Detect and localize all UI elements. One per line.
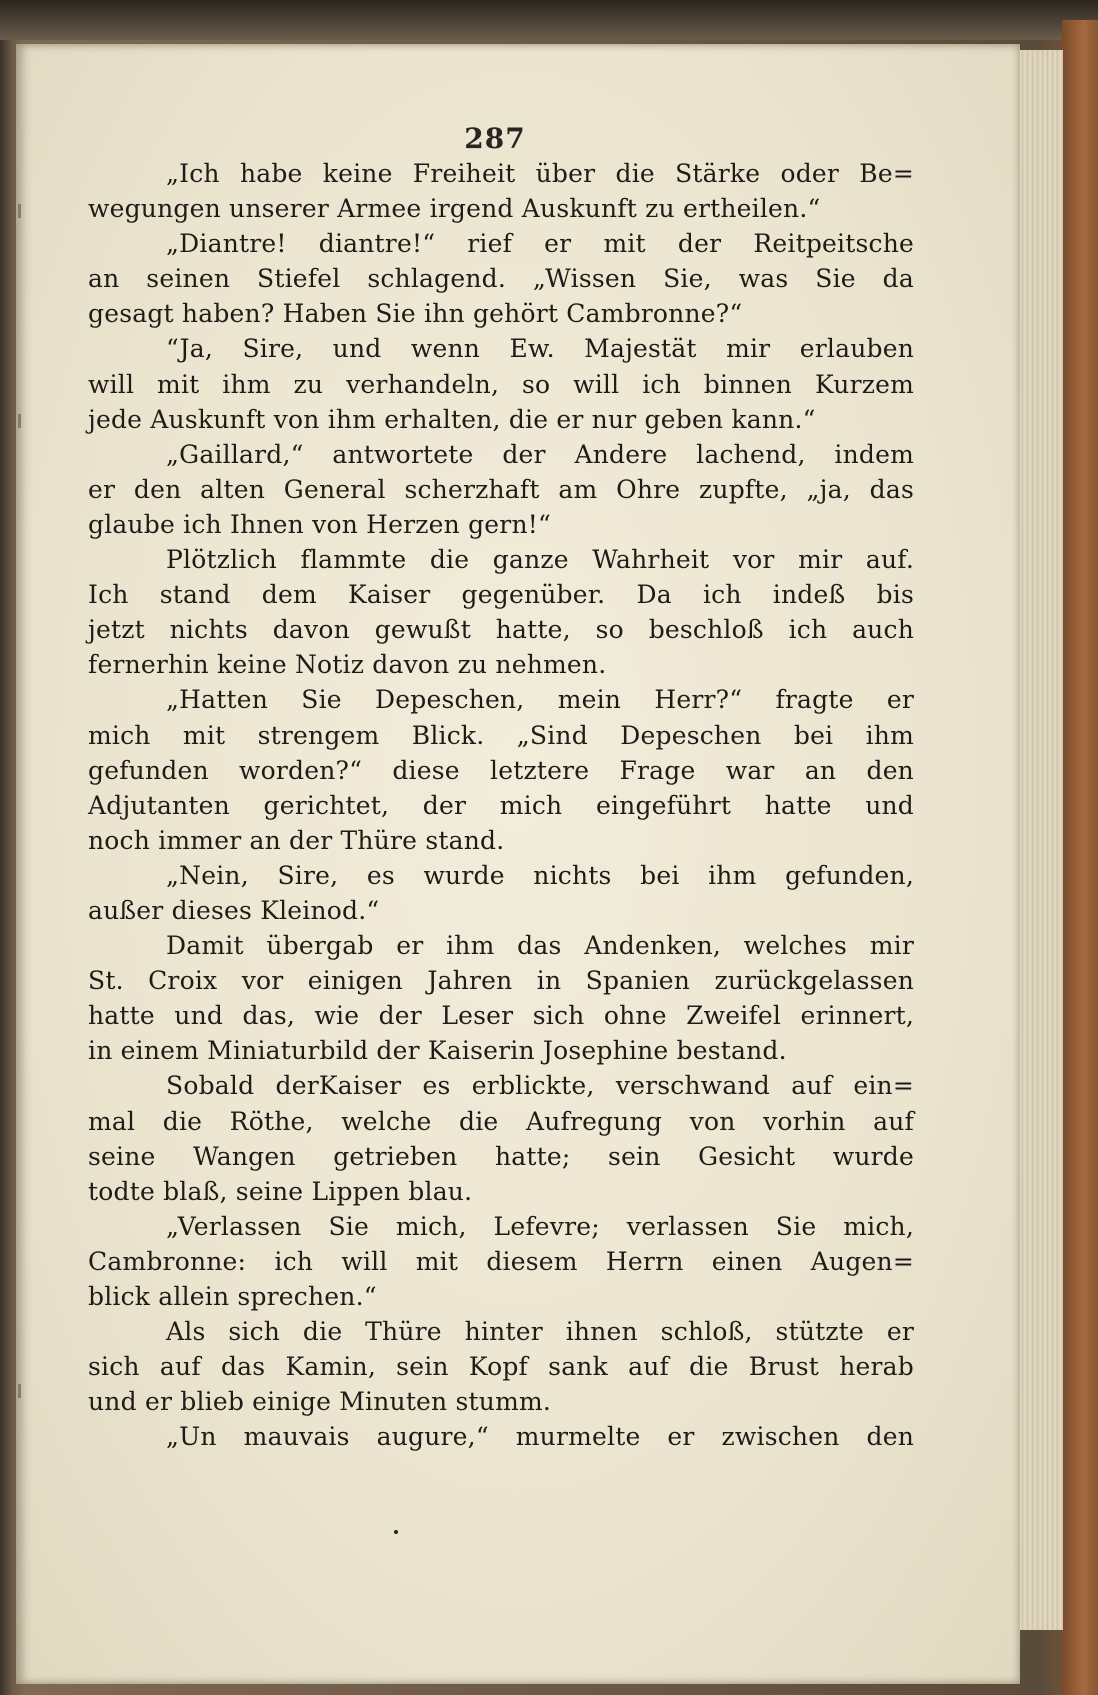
- text-line: Damit übergab er ihm das Andenken, welches mir: [166, 931, 914, 961]
- text-line: „Ich habe keine Freiheit über die Stärke oder Be=: [166, 159, 914, 188]
- text-line: Ich stand dem Kaiser gegenüber. Da ich indeß bis: [88, 580, 914, 610]
- text-line: hatte und das, wie der Leser sich ohne Zweifel erinnert,: [88, 1001, 914, 1031]
- text-line: „Un mauvais augure,“ murmelte er zwischen den: [166, 1422, 914, 1452]
- text-line: Plötzlich flammte die ganze Wahrheit vor mir auf.: [166, 545, 914, 575]
- text-line: sich auf das Kamin, sein Kopf sank auf die Brust herab: [88, 1352, 914, 1382]
- text-line: Sobald derKaiser es erblickte, verschwand auf ein=: [166, 1071, 914, 1101]
- text-line: St. Croix vor einigen Jahren in Spanien zurückgelassen: [88, 966, 914, 996]
- page-stack-edges: [1018, 50, 1063, 1630]
- text-line: außer dieses Kleinod.“: [88, 895, 380, 925]
- page-number: 287: [464, 122, 526, 155]
- text-line: Cambronne: ich will mit diesem Herrn einen Augen=: [88, 1246, 914, 1276]
- text-line: blick allein sprechen.“: [88, 1282, 377, 1311]
- text-line: „Hatten Sie Depeschen, mein Herr?“ fragte er: [166, 685, 914, 715]
- book-page: [16, 44, 1020, 1684]
- text-line: wegungen unserer Armee irgend Auskunft zu ertheilen.“: [88, 194, 821, 224]
- text-line: seine Wangen getrieben hatte; sein Gesicht wurde: [88, 1141, 914, 1171]
- text-line: fernerhin keine Notiz davon zu nehmen.: [88, 650, 607, 680]
- text-line: “Ja, Sire, und wenn Ew. Majestät mir erlauben: [166, 334, 914, 364]
- margin-marks: [18, 204, 28, 1504]
- book-cover-edge: [1062, 20, 1098, 1695]
- text-line: Als sich die Thüre hinter ihnen schloß, stützte er: [166, 1317, 914, 1347]
- ink-dot: [394, 1530, 398, 1534]
- text-line: jetzt nichts davon gewußt hatte, so beschloß ich auch: [88, 615, 914, 645]
- text-line: todte blaß, seine Lippen blau.: [88, 1176, 473, 1206]
- text-line: mich mit strengem Blick. „Sind Depeschen bei ihm: [88, 720, 914, 750]
- text-line: gesagt haben? Haben Sie ihn gehört Cambronne?“: [88, 299, 743, 329]
- text-line: Adjutanten gerichtet, der mich eingeführt hatte und: [88, 790, 914, 820]
- text-line: und er blieb einige Minuten stumm.: [88, 1387, 552, 1417]
- text-line: mal die Röthe, welche die Aufregung von vorhin auf: [88, 1106, 914, 1136]
- text-line: glaube ich Ihnen von Herzen gern!“: [88, 509, 551, 539]
- text-line: in einem Miniaturbild der Kaiserin Josephine bestand.: [88, 1036, 787, 1066]
- text-line: er den alten General scherzhaft am Ohre zupfte, „ja, das: [88, 474, 914, 504]
- body-text: [88, 156, 914, 1454]
- text-line: noch immer an der Thüre stand.: [88, 825, 505, 855]
- text-line: „Gaillard,“ antwortete der Andere lachend, indem: [166, 439, 914, 469]
- text-line: jede Auskunft von ihm erhalten, die er nur geben kann.“: [88, 404, 816, 434]
- text-line: gefunden worden?“ diese letztere Frage war an den: [88, 755, 914, 785]
- top-shadow-strip: [0, 0, 1098, 40]
- text-line: will mit ihm zu verhandeln, so will ich binnen Kurzem: [88, 369, 914, 399]
- text-line: an seinen Stiefel schlagend. „Wissen Sie, was Sie da: [88, 264, 914, 294]
- text-line: „Nein, Sire, es wurde nichts bei ihm gefunden,: [166, 860, 914, 890]
- text-line: „Verlassen Sie mich, Lefevre; verlassen Sie mich,: [166, 1211, 914, 1241]
- text-line: „Diantre! diantre!“ rief er mit der Reitpeitsche: [166, 229, 914, 259]
